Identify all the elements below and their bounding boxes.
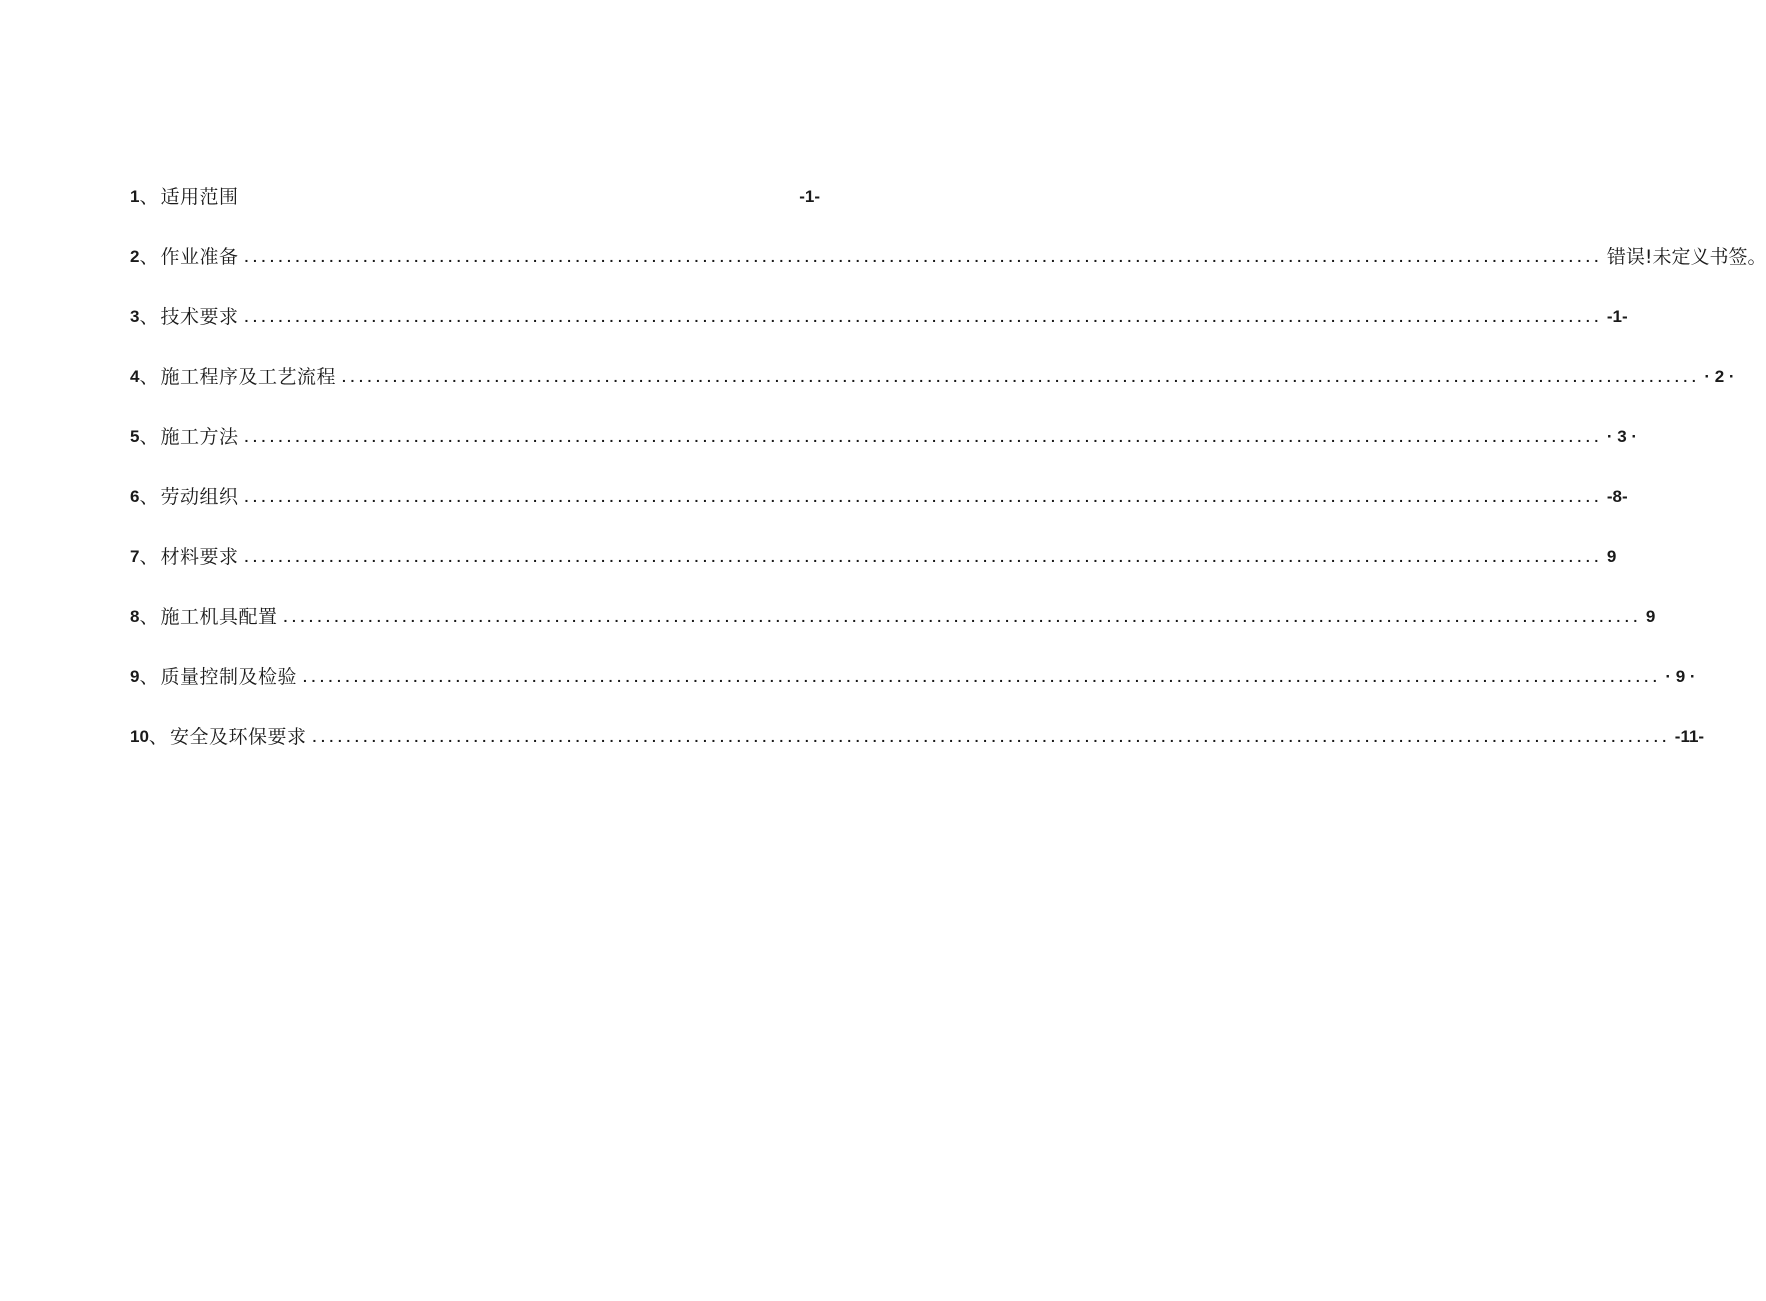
toc-entry-number: 2 (130, 247, 140, 266)
toc-entry-page: 9 (1645, 607, 1656, 626)
toc-entry-title: 作业准备 (160, 246, 239, 268)
toc-entry-title: 材料要求 (160, 546, 239, 568)
toc-separator: 、 (139, 546, 159, 568)
toc-entry-3[interactable] (130, 298, 1628, 328)
toc-entry-9[interactable] (130, 658, 1696, 688)
toc-entry-8[interactable] (130, 598, 1656, 628)
toc-separator: 、 (139, 606, 159, 628)
toc-entry-page: 9 (1606, 547, 1617, 566)
toc-entry-page: · 9 · (1665, 667, 1696, 686)
toc-leader-dots: ................................................................................................................................................................ (244, 489, 1603, 505)
toc-leader-dots: ................................................................................................................................................................ (244, 549, 1603, 565)
toc-entry-title: 技术要求 (160, 306, 239, 328)
toc-entry-number: 10 (130, 727, 149, 746)
toc-separator: 、 (139, 186, 159, 208)
toc-separator: 、 (139, 246, 159, 268)
toc-entry-page: · 2 · (1704, 367, 1735, 386)
toc-separator: 、 (139, 666, 159, 688)
toc-entry-page: -8- (1606, 487, 1628, 506)
toc-entry-title: 安全及环保要求 (169, 726, 307, 748)
toc-entry-number: 6 (130, 487, 140, 506)
toc-entry-number: 8 (130, 607, 140, 626)
toc-entry-2[interactable] (130, 238, 1766, 268)
toc-entry-page-error: 错误!未定义书签。 (1606, 246, 1766, 268)
toc-entry-number: 9 (130, 667, 140, 686)
toc-entry-title: 施工机具配置 (160, 606, 278, 628)
toc-entry-title: 施工程序及工艺流程 (160, 366, 336, 388)
toc-entry-title: 施工方法 (160, 426, 239, 448)
toc-leader-dots: ................................................................................................................................................................ (283, 609, 1642, 625)
toc-entry-number: 3 (130, 307, 140, 326)
toc-leader-dots: ................................................................................................................................................................ (244, 249, 1603, 265)
toc-leader-dots: ................................................................................................................................................................ (312, 729, 1671, 745)
toc-entry-number: 4 (130, 367, 140, 386)
toc-separator: 、 (139, 426, 159, 448)
toc-entry-page: -11- (1674, 727, 1705, 746)
toc-entry-page: -1- (799, 187, 820, 206)
toc-leader-dots: ................................................................................................................................................................ (244, 429, 1603, 445)
toc-entry-title: 劳动组织 (160, 486, 239, 508)
toc-entry-4[interactable] (130, 358, 1735, 388)
toc-separator: 、 (139, 366, 159, 388)
toc-entry-number: 1 (130, 187, 140, 206)
toc-entry-page: · 3 · (1606, 427, 1638, 446)
toc-entry-page: -1- (1606, 307, 1628, 326)
toc-separator: 、 (139, 306, 159, 328)
toc-entry-number: 5 (130, 427, 140, 446)
toc-entry-number: 7 (130, 547, 140, 566)
toc-separator: 、 (148, 726, 168, 748)
toc-leader-dots: ................................................................................................................................................................ (244, 309, 1603, 325)
toc-entry-5[interactable] (130, 418, 1638, 448)
toc-entry-1[interactable] (130, 178, 820, 208)
toc-leader-dots: ................................................................................................................................................................ (303, 669, 1662, 685)
toc-entry-6[interactable] (130, 478, 1628, 508)
toc-separator: 、 (139, 486, 159, 508)
toc-entry-title: 质量控制及检验 (160, 666, 297, 688)
toc-entry-10[interactable] (130, 718, 1705, 748)
toc-entry-title: 适用范围 (160, 186, 239, 208)
toc-leader-dots: ................................................................................................................................................................ (342, 369, 1701, 385)
toc-entry-7[interactable] (130, 538, 1617, 568)
